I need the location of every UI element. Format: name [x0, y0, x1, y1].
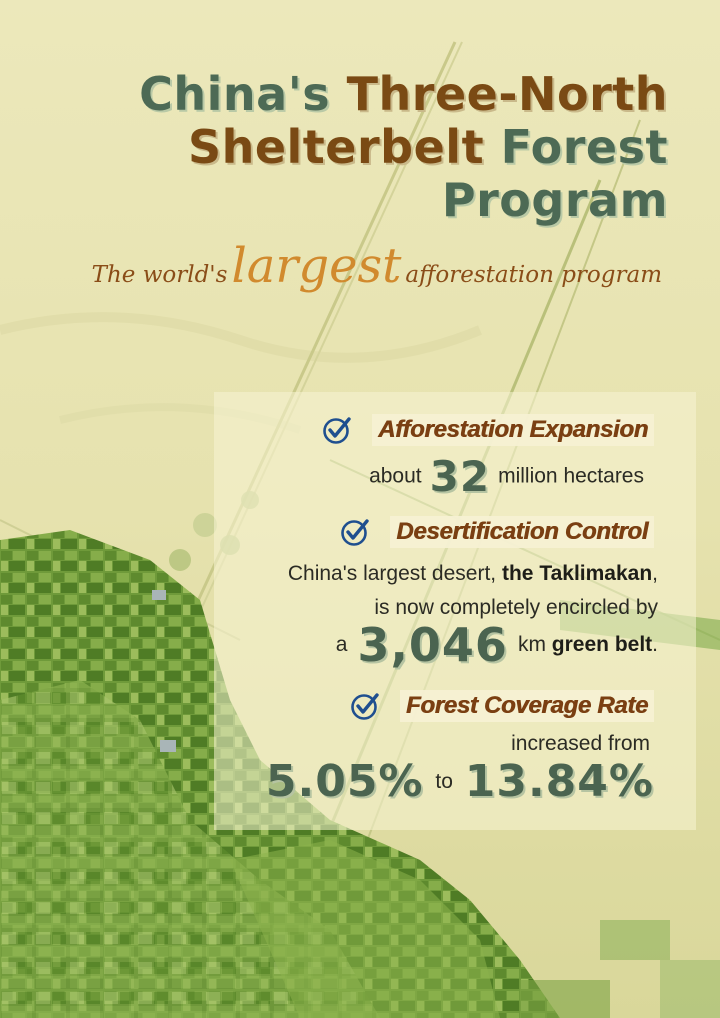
expansion-value-line — [369, 452, 644, 501]
section-desertification-header — [340, 516, 654, 548]
title-word-three-north: Three-North — [346, 67, 668, 121]
desertification-line-2: is now completely encircled by — [374, 596, 658, 619]
coverage-to-word: to — [435, 769, 453, 793]
desert-line3-end: . — [652, 633, 658, 656]
subtitle-after: afforestation program — [405, 262, 662, 288]
section-expansion-header — [322, 414, 654, 446]
greenbelt-length-number: 3,046 — [357, 618, 508, 672]
title-word-shelterbelt: Shelterbelt — [187, 120, 485, 174]
subtitle-before: The world's — [91, 262, 228, 288]
desertification-line-3 — [336, 618, 658, 672]
check-circle-icon — [322, 415, 352, 445]
section-expansion-label: Afforestation Expansion — [372, 414, 654, 446]
subtitle-emphasis: largest — [231, 238, 402, 294]
expansion-suffix: million hectares — [498, 464, 644, 488]
subtitle — [92, 238, 662, 294]
coverage-line: increased from — [511, 732, 650, 755]
coverage-from-value: 5.05% — [265, 756, 424, 807]
expansion-prefix: about — [369, 464, 422, 488]
title-word-program: Program — [441, 173, 668, 227]
section-desertification-label: Desertification Control — [390, 516, 654, 548]
expansion-number: 32 — [429, 452, 491, 501]
page-title — [48, 68, 668, 227]
section-coverage-label: Forest Coverage Rate — [400, 690, 654, 722]
desert-name: the Taklimakan — [501, 562, 653, 585]
title-word-forest: Forest — [500, 120, 668, 174]
title-word-china: China's — [139, 67, 331, 121]
coverage-values — [266, 756, 654, 807]
section-coverage-header — [350, 690, 654, 722]
desert-line1-suffix: , — [652, 562, 658, 585]
desert-line3-prefix: a — [335, 633, 348, 656]
check-circle-icon — [340, 517, 370, 547]
check-circle-icon — [350, 691, 380, 721]
coverage-to-value: 13.84% — [464, 756, 654, 807]
greenbelt-unit: km — [517, 633, 546, 656]
greenbelt-label: green belt — [551, 633, 653, 656]
desertification-line-1 — [288, 562, 658, 586]
desert-line1-prefix: China's largest desert, — [287, 562, 497, 585]
